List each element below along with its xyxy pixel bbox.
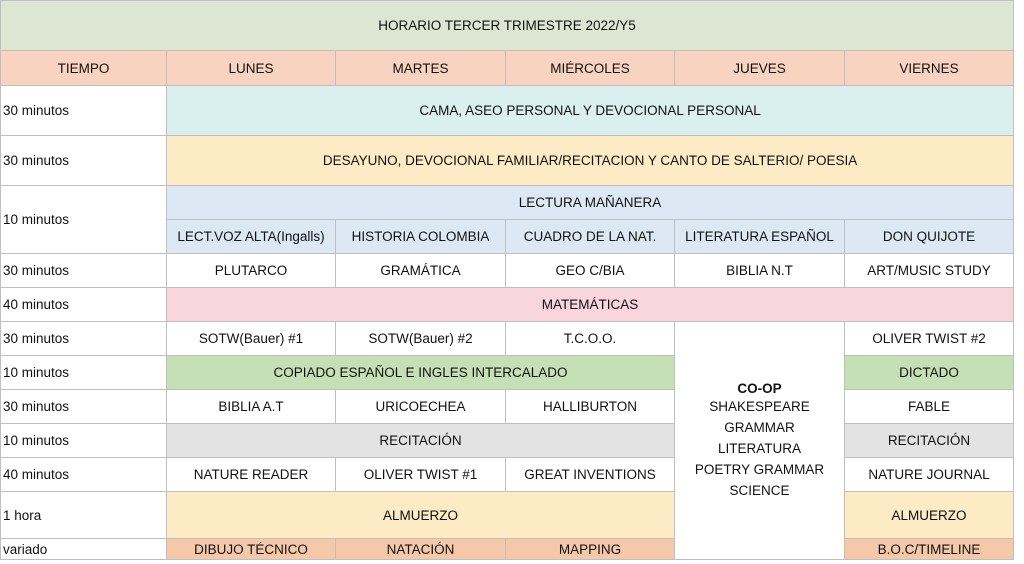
cell-r6-wed: T.C.O.O. [506, 322, 675, 356]
cell-r12-wed: MAPPING [506, 539, 675, 560]
coop-line: SHAKESPEARE [709, 398, 810, 414]
schedule-title: HORARIO TERCER TRIMESTRE 2022/Y5 [1, 1, 1014, 51]
activity-copiado: COPIADO ESPAÑOL E INGLES INTERCALADO [167, 356, 675, 390]
cell-r4-tue: GRAMÁTICA [336, 254, 506, 288]
header-tuesday: MARTES [336, 51, 506, 86]
cell-r10-fri: NATURE JOURNAL [845, 458, 1014, 492]
cell-lectura-wed: CUADRO DE LA NAT. [506, 220, 675, 254]
header-thursday: JUEVES [675, 51, 845, 86]
coop-title: CO-OP [737, 380, 782, 396]
time-cell: variado [1, 539, 167, 560]
time-cell: 30 minutos [1, 390, 167, 424]
cell-r8-tue: URICOECHEA [336, 390, 506, 424]
cell-lectura-mon: LECT.VOZ ALTA(Ingalls) [167, 220, 336, 254]
cell-r8-wed: HALLIBURTON [506, 390, 675, 424]
time-cell: 30 minutos [1, 86, 167, 136]
cell-lectura-tue: HISTORIA COLOMBIA [336, 220, 506, 254]
cell-r4-wed: GEO C/BIA [506, 254, 675, 288]
cell-r10-wed: GREAT INVENTIONS [506, 458, 675, 492]
coop-line: POETRY GRAMMAR [694, 461, 825, 477]
time-cell: 10 minutos [1, 186, 167, 254]
time-cell: 10 minutos [1, 424, 167, 458]
activity-lectura: LECTURA MAÑANERA [167, 186, 1014, 220]
cell-r10-tue: OLIVER TWIST #1 [336, 458, 506, 492]
cell-r8-fri: FABLE [845, 390, 1014, 424]
activity-desayuno: DESAYUNO, DEVOCIONAL FAMILIAR/RECITACION Y CANTO DE SALTERIO/ POESIA [167, 136, 1014, 186]
time-cell: 30 minutos [1, 322, 167, 356]
cell-r6-tue: SOTW(Bauer) #2 [336, 322, 506, 356]
activity-almuerzo-fri: ALMUERZO [845, 492, 1014, 539]
cell-r12-mon: DIBUJO TÉCNICO [167, 539, 336, 560]
coop-line: SCIENCE [729, 482, 790, 498]
cell-r6-mon: SOTW(Bauer) #1 [167, 322, 336, 356]
cell-r8-mon: BIBLIA A.T [167, 390, 336, 424]
header-wednesday: MIÉRCOLES [506, 51, 675, 86]
cell-r4-fri: ART/MUSIC STUDY [845, 254, 1014, 288]
cell-r6-fri: OLIVER TWIST #2 [845, 322, 1014, 356]
activity-recitacion-fri: RECITACIÓN [845, 424, 1014, 458]
activity-matematicas: MATEMÁTICAS [167, 288, 1014, 322]
coop-line: GRAMMAR [724, 419, 795, 435]
cell-r12-fri: B.O.C/TIMELINE [845, 539, 1014, 560]
cell-r4-mon: PLUTARCO [167, 254, 336, 288]
activity-dictado: DICTADO [845, 356, 1014, 390]
header-time: TIEMPO [1, 51, 167, 86]
coop-line: LITERATURA [717, 440, 801, 456]
cell-r10-mon: NATURE READER [167, 458, 336, 492]
activity-recitacion: RECITACIÓN [167, 424, 675, 458]
cell-lectura-thu: LITERATURA ESPAÑOL [675, 220, 845, 254]
time-cell: 1 hora [1, 492, 167, 539]
coop-cell [675, 322, 845, 560]
time-cell: 40 minutos [1, 458, 167, 492]
header-friday: VIERNES [845, 51, 1014, 86]
activity-almuerzo: ALMUERZO [167, 492, 675, 539]
time-cell: 30 minutos [1, 254, 167, 288]
time-cell: 10 minutos [1, 356, 167, 390]
time-cell: 40 minutos [1, 288, 167, 322]
cell-lectura-fri: DON QUIJOTE [845, 220, 1014, 254]
activity-cama: CAMA, ASEO PERSONAL Y DEVOCIONAL PERSONAL [167, 86, 1014, 136]
cell-r12-tue: NATACIÓN [336, 539, 506, 560]
time-cell: 30 minutos [1, 136, 167, 186]
header-monday: LUNES [167, 51, 336, 86]
cell-r4-thu: BIBLIA N.T [675, 254, 845, 288]
